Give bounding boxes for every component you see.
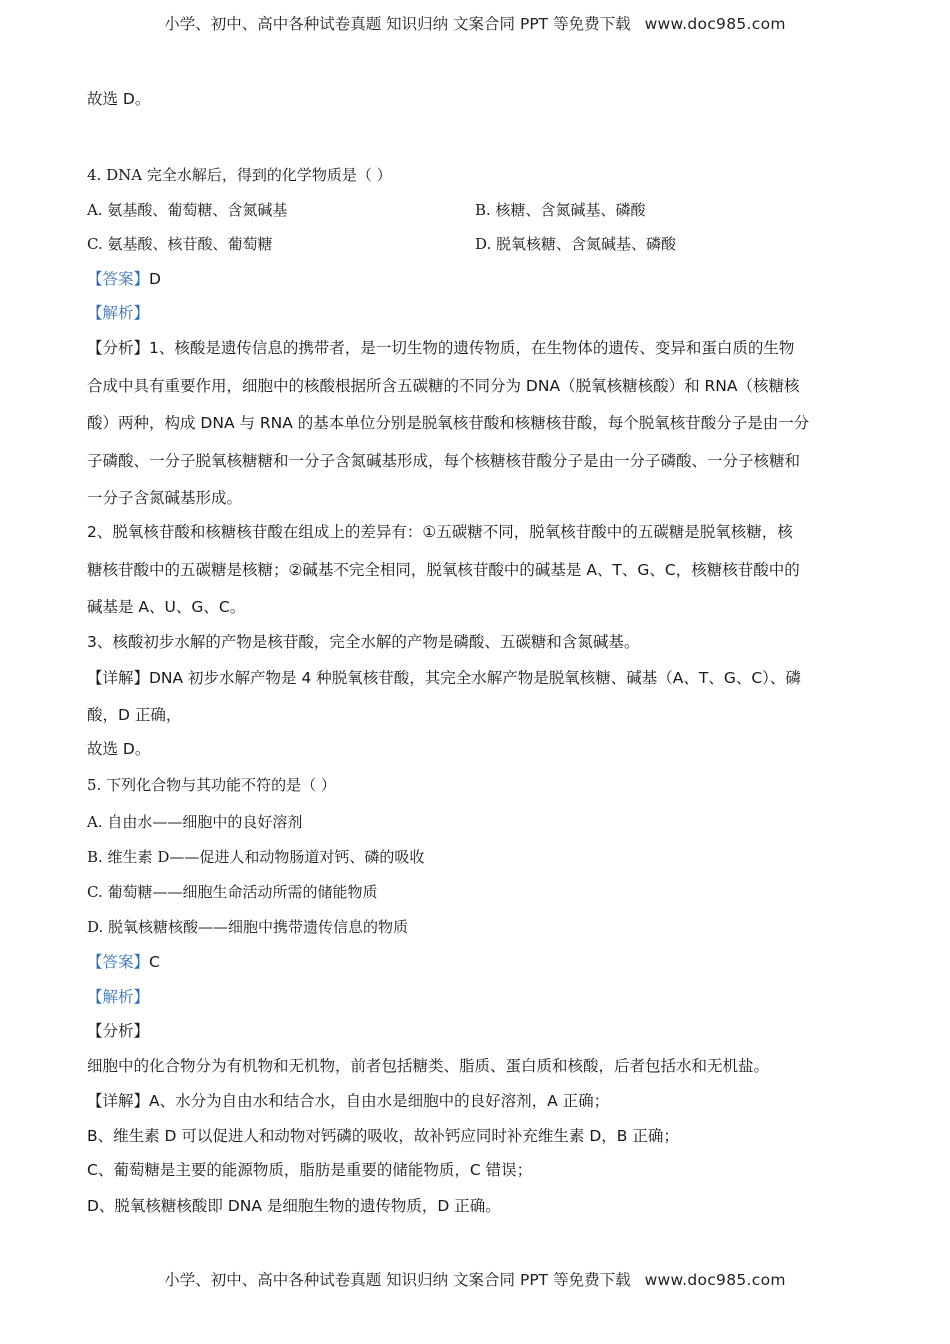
q5-detail-line: B、维生素 D 可以促进人和动物对钙磷的吸收，故补钙应同时补充维生素 D，B 正确；: [87, 1127, 679, 1145]
q4-analysis-line: 子磷酸、一分子脱氧核糖糖和一分子含氮碱基形成，每个核糖核苷酸分子是由一分子磷酸、一分子核糖和: [87, 452, 801, 470]
q5-option-c: C. 葡萄糖——细胞生命活动所需的储能物质: [87, 883, 378, 901]
q5-detail-line: D、脱氧核糖核酸即 DNA 是细胞生物的遗传物质，D 正确。: [87, 1197, 501, 1215]
q4-option-b: B. 核糖、含氮碱基、磷酸: [475, 201, 646, 219]
q4-answer: [87, 269, 161, 289]
q5-analysis-line: 细胞中的化合物分为有机物和无机物，前者包括糖类、脂质、蛋白质和核酸，后者包括水和无机盐。: [87, 1057, 770, 1075]
q4-analysis-line: 酸）两种，构成 DNA 与 RNA 的基本单位分别是脱氧核苷酸和核糖核苷酸，每个脱氧核苷酸分子是由一分: [87, 414, 810, 432]
q5-detail-line: C、葡萄糖是主要的能源物质，脂肪是重要的储能物质，C 错误；: [87, 1161, 533, 1179]
q4-analysis-line: 一分子含氮碱基形成。: [87, 489, 243, 507]
q4-conclusion: 故选 D。: [87, 740, 151, 758]
q4-option-c: C. 氨基酸、核苷酸、葡萄糖: [87, 235, 273, 253]
q5-detail-line: 【详解】A、水分为自由水和结合水，自由水是细胞中的良好溶剂，A 正确；: [87, 1092, 610, 1110]
q4-answer-value: D: [149, 270, 161, 288]
q4-detail-line: 【详解】DNA 初步水解产物是 4 种脱氧核苷酸，其完全水解产物是脱氧核糖、碱基（A、T、G、C）、磷: [87, 669, 801, 687]
q4-analysis-line: 合成中具有重要作用，细胞中的核酸根据所含五碳糖的不同分为 DNA（脱氧核糖核酸）和 RNA（核糖核: [87, 377, 800, 395]
q4-answer-tag: 【答案】: [87, 270, 150, 288]
q5-analysis-tag: 【解析】: [87, 988, 150, 1006]
q5-answer: [87, 952, 160, 972]
page-footer-banner: [0, 1268, 950, 1290]
q5-answer-value: C: [149, 953, 160, 971]
q4-analysis-line: 【分析】1、核酸是遗传信息的携带者，是一切生物的遗传物质，在生物体的遗传、变异和蛋白质的生物: [87, 339, 795, 357]
q5-stem: 5. 下列化合物与其功能不符的是（ ）: [87, 776, 336, 794]
q4-analysis-line: 碱基是 A、U、G、C。: [87, 598, 246, 616]
q5-option-d: D. 脱氧核糖核酸——细胞中携带遗传信息的物质: [87, 918, 409, 936]
q5-analysis-line: 【分析】: [87, 1022, 150, 1040]
q4-analysis-tag: 【解析】: [87, 304, 150, 322]
previous-conclusion: 故选 D。: [87, 90, 151, 108]
header-url[interactable]: www.doc985.com: [644, 15, 786, 33]
q4-stem: 4. DNA 完全水解后，得到的化学物质是（ ）: [87, 166, 392, 184]
q5-option-a: A. 自由水——细胞中的良好溶剂: [87, 813, 303, 831]
footer-url[interactable]: www.doc985.com: [644, 1271, 786, 1289]
page-header-banner: [0, 12, 950, 34]
q4-option-d: D. 脱氧核糖、含氮碱基、磷酸: [475, 235, 677, 253]
footer-text: 小学、初中、高中各种试卷真题 知识归纳 文案合同 PPT 等免费下载: [164, 1271, 631, 1289]
q4-analysis-line: 2、脱氧核苷酸和核糖核苷酸在组成上的差异有：①五碳糖不同，脱氧核苷酸中的五碳糖是脱氧核糖，核: [87, 523, 793, 541]
q4-analysis-line: 糖核苷酸中的五碳糖是核糖；②碱基不完全相同，脱氧核苷酸中的碱基是 A、T、G、C，核糖核苷酸中的: [87, 561, 800, 579]
q5-answer-tag: 【答案】: [87, 953, 150, 971]
q4-analysis-line: 3、核酸初步水解的产物是核苷酸，完全水解的产物是磷酸、五碳糖和含氮碱基。: [87, 633, 640, 651]
header-text: 小学、初中、高中各种试卷真题 知识归纳 文案合同 PPT 等免费下载: [164, 15, 631, 33]
q4-detail-line: 酸，D 正确，: [87, 706, 182, 724]
q4-option-a: A. 氨基酸、葡萄糖、含氮碱基: [87, 201, 288, 219]
q5-option-b: B. 维生素 D——促进人和动物肠道对钙、磷的吸收: [87, 848, 425, 866]
